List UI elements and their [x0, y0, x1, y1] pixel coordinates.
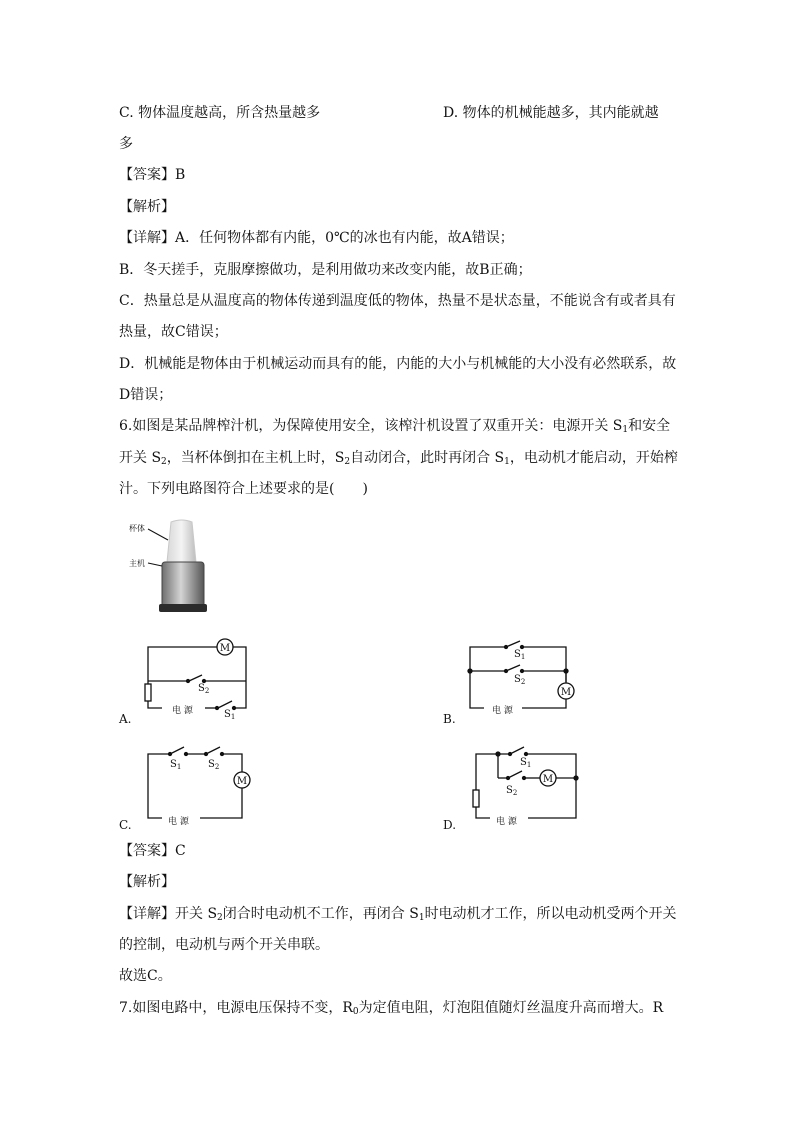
circuit-c	[140, 740, 255, 832]
answer-tag: 【答案】	[119, 843, 175, 859]
source-label: 电 源	[172, 706, 193, 716]
source-label: 电 源	[496, 817, 517, 827]
q7-stem	[119, 998, 663, 1022]
source-label: 电 源	[168, 817, 189, 827]
svg-text:S1: $S_1$	[514, 649, 526, 661]
motor-label: M	[236, 776, 248, 787]
detail-tag: 【详解】	[119, 230, 175, 246]
s1-label: S	[520, 757, 527, 768]
answer-value: C	[175, 843, 186, 859]
q6-stem-line1	[119, 416, 670, 440]
photo-label-cup: 杯体	[129, 524, 145, 533]
option-a-label: A.	[119, 712, 132, 726]
cup	[167, 520, 196, 562]
stem-text: ，电动机才能启动，开始榨	[509, 450, 678, 466]
detail-sub: 1	[418, 913, 425, 923]
option-c-label: C.	[119, 818, 132, 832]
svg-text:S2: $S_2$	[506, 785, 518, 797]
stem-text: 自动闭合，此时再闭合 S	[350, 450, 505, 466]
q5-option-c: C. 物体温度越高，所含热量越多	[119, 105, 321, 121]
stem-text: 开关 S	[119, 450, 162, 466]
q6-answer	[119, 841, 186, 861]
q5-answer	[119, 165, 185, 185]
option-b-label: B.	[443, 712, 456, 726]
svg-text:S2: $S_2$	[208, 759, 220, 771]
circuit-d	[468, 740, 588, 832]
stem-sub: 0	[352, 1007, 359, 1017]
stem-sub: 2	[344, 457, 351, 467]
q6-stem-line2	[119, 448, 678, 472]
s1-label: S	[224, 709, 231, 720]
stem-sub: 2	[161, 457, 167, 467]
q6-detail-line2: 的控制，电动机与两个开关串联。	[119, 937, 329, 953]
detail-text: 开关 S	[175, 906, 218, 922]
circuit-b	[462, 633, 582, 723]
stem-text: 和安全	[628, 418, 671, 434]
q5-option-d: D. 物体的机械能越多，其内能就越	[443, 105, 659, 121]
detail-text: 时电动机才工作，所以电动机受两个开关	[424, 906, 677, 922]
detail-text: 闭合时电动机不工作，再闭合 S	[222, 906, 419, 922]
q5-detail-d2: D错误；	[119, 387, 173, 403]
option-d-label: D.	[443, 818, 457, 832]
s2-label: S	[506, 785, 513, 796]
answer-value: B	[175, 167, 186, 183]
circuit-a	[140, 633, 255, 723]
s1-label: S	[514, 649, 521, 660]
q5-option-d-cont: 多	[119, 136, 133, 152]
stem-sub: 1	[504, 457, 510, 467]
s2-label: S	[198, 683, 205, 694]
motor-label: M	[542, 774, 554, 785]
s1-label: S	[170, 759, 177, 770]
stem-text: 7.如图电路中，电源电压保持不变，R	[119, 1000, 353, 1016]
answer-tag: 【答案】	[119, 167, 175, 183]
q5-detail-a	[119, 228, 514, 248]
q5-detail-c2: 热量，故C错误；	[119, 324, 228, 340]
detail-tag: 【详解】	[119, 906, 175, 922]
q5-analysis-tag: 【解析】	[119, 199, 175, 215]
q5-detail-c1: C．热量总是从温度高的物体传递到温度低的物体，热量不是状态量，不能说含有或者具有	[119, 293, 676, 309]
detail-sub: 2	[217, 913, 223, 923]
photo-label-base: 主机	[129, 559, 145, 568]
s2-label: S	[514, 674, 521, 685]
s2-label: S	[208, 759, 215, 770]
motor-label: M	[219, 643, 231, 654]
q6-detail-line1	[119, 904, 677, 928]
motor-label: M	[560, 687, 572, 698]
q6-conclusion: 故选C。	[119, 968, 172, 984]
stem-text: 为定值电阻，灯泡阻值随灯丝温度升高而增大。R	[358, 1000, 664, 1016]
q6-analysis-tag: 【解析】	[119, 874, 175, 890]
stem-text: ，当杯体倒扣在主机上时，S	[166, 450, 345, 466]
juicer-photo	[126, 516, 226, 620]
base	[162, 562, 204, 608]
svg-text:S2: $S_2$	[198, 683, 210, 695]
svg-text:S1: $S_1$	[224, 709, 236, 721]
q5-detail-b: B．冬天搓手，克服摩擦做功，是利用做功来改变内能，故B正确；	[119, 262, 532, 278]
svg-text:S2: $S_2$	[514, 674, 526, 686]
stem-sub: 1	[622, 425, 629, 435]
svg-text:S1: $S_1$	[170, 759, 182, 771]
svg-text:S1: $S_1$	[520, 757, 532, 769]
q5-detail-d1: D．机械能是物体由于机械运动而具有的能，内能的大小与机械能的大小没有必然联系，故	[119, 356, 677, 372]
source-label: 电 源	[492, 706, 513, 716]
detail-text: A．任何物体都有内能，0℃的冰也有内能，故A错误；	[175, 230, 514, 246]
q6-stem-line3: 汁。下列电路图符合上述要求的是( )	[119, 481, 368, 497]
stem-text: 6.如图是某品牌榨汁机，为保障使用安全，该榨汁机设置了双重开关：电源开关 S	[119, 418, 623, 434]
